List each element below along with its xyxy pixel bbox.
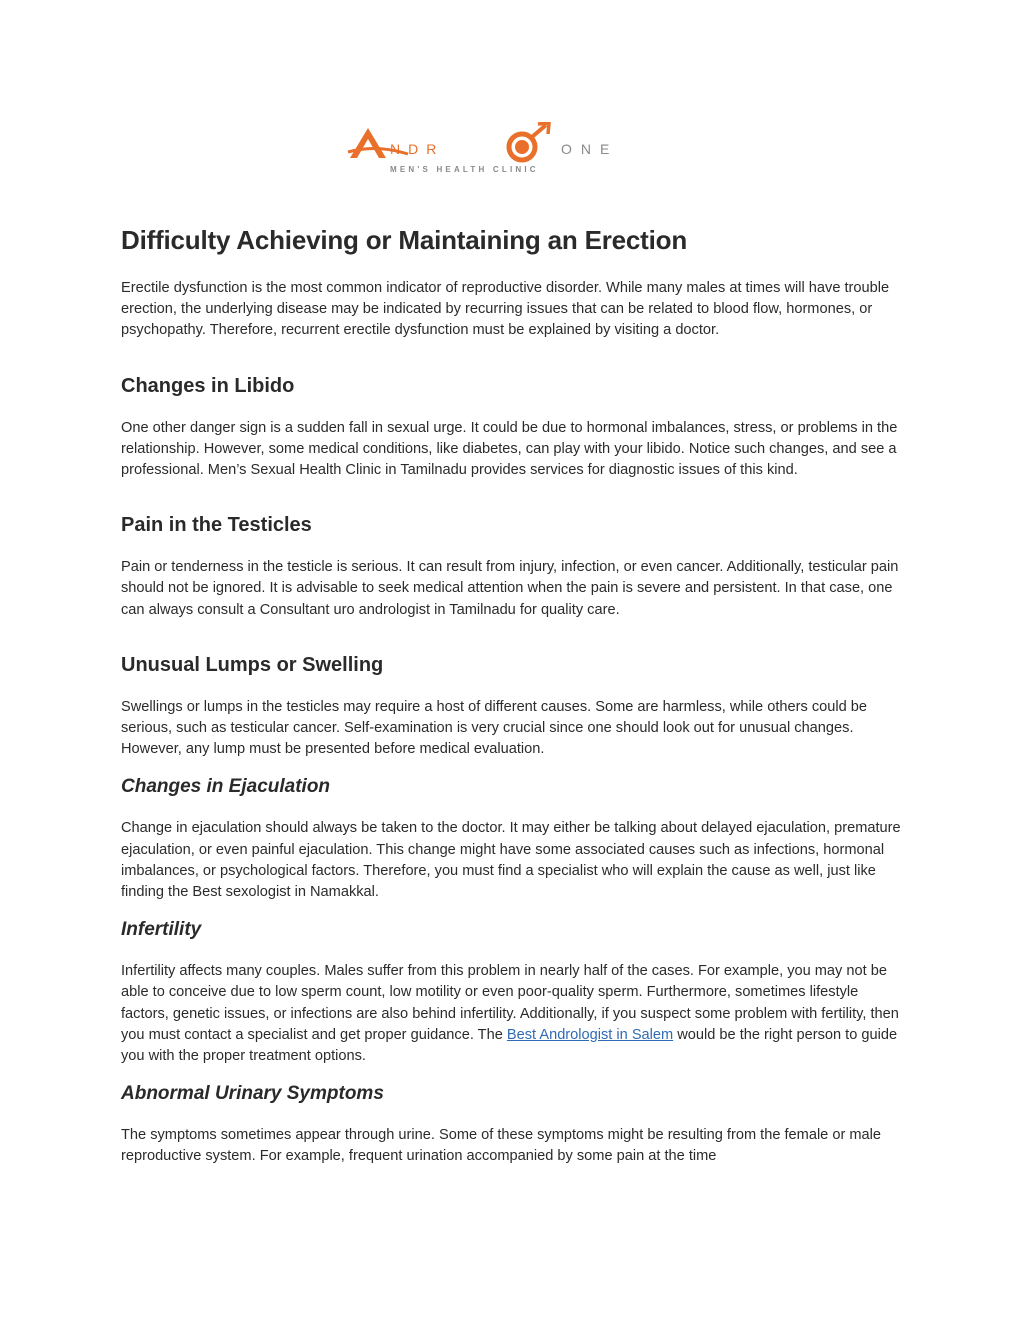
paragraph-infertility [121,961,907,1067]
paragraph-lumps: Swellings or lumps in the testicles may require a host of different causes. Some are harmless, while others could be serious, such as testicular cancer. Self-examination is very crucial since one should look out for unusual changes. However, any lump must be presented before medical evaluation. [121,698,867,758]
logo-graphic [346,122,676,174]
best-andrologist-link[interactable]: Best Andrologist in Salem [506,1026,674,1043]
logo-wordmark-right: ONE [561,141,619,157]
logo-tagline: MEN'S HEALTH CLINIC [390,165,539,174]
heading-testicles: Pain in the Testicles [121,514,312,537]
paragraph-libido: One other danger sign is a sudden fall in sexual urge. It could be due to hormonal imbalances, stress, or problems in the relationship. However, some medical conditions, like diabetes, can play with your libido. Notice such changes, and see a professional. Men’s Sexual Health Clinic in Tamilnadu provides services for diagnostic issues of this kind. [121,419,898,479]
page-title: Difficulty Achieving or Maintaining an Erection [121,225,688,255]
heading-libido: Changes in Libido [121,374,295,397]
heading-urinary: Abnormal Urinary Symptoms [121,1083,384,1105]
logo-wordmark-mid: NDR [390,141,445,157]
infertility-text-after: would be the right person to guide you with the proper treatment options. [121,1026,898,1065]
paragraph-ejaculation: Change in ejaculation should always be taken to the doctor. It may either be talking about delayed ejaculation, premature ejaculation, or even painful ejaculation. This change might have some associated causes such as infections, hormonal imbalances, or psychological factors. Therefore, you must find a specialist who will explain the cause as well, just like finding the Best sexologist in Namakkal. [121,820,901,901]
paragraph-testicles: Pain or tenderness in the testicle is serious. It can result from injury, infection, or even cancer. Additionally, testicular pain should not be ignored. It is advisable to seek medical attention when the pain is severe and persistent. In that case, one can always consult a Consultant uro andrologist in Tamilnadu for quality care. [121,559,899,618]
paragraph-urinary: The symptoms sometimes appear through urine. Some of these symptoms might be resulting from the female or male reproductive system. For example, frequent urination accompanied by some pain at the time [121,1127,882,1165]
clinic-logo [346,122,676,174]
intro-paragraph: Erectile dysfunction is the most common indicator of reproductive disorder. While many males at times will have trouble erection, the underlying disease may be indicated by recurring issues that can be related to blood flow, hormones, or psychopathy. Therefore, recurrent erectile dysfunction must be explained by visiting a doctor. [121,280,890,339]
heading-infertility: Infertility [121,919,202,941]
article [121,222,907,1168]
heading-lumps: Unusual Lumps or Swelling [121,653,384,676]
infertility-text-before: Infertility affects many couples. Males suffer from this problem in nearly half of the cases. For example, you may not be able to conceive due to low sperm count, low motility or even poor-quality sperm. Furthermore, sometimes lifestyle factors, genetic issues, or infections are also behind infertility. Additionally, if you suspect some problem with fertility, then you must contact a specialist and get proper guidance. The [121,963,899,1043]
heading-ejaculation: Changes in Ejaculation [121,776,331,798]
